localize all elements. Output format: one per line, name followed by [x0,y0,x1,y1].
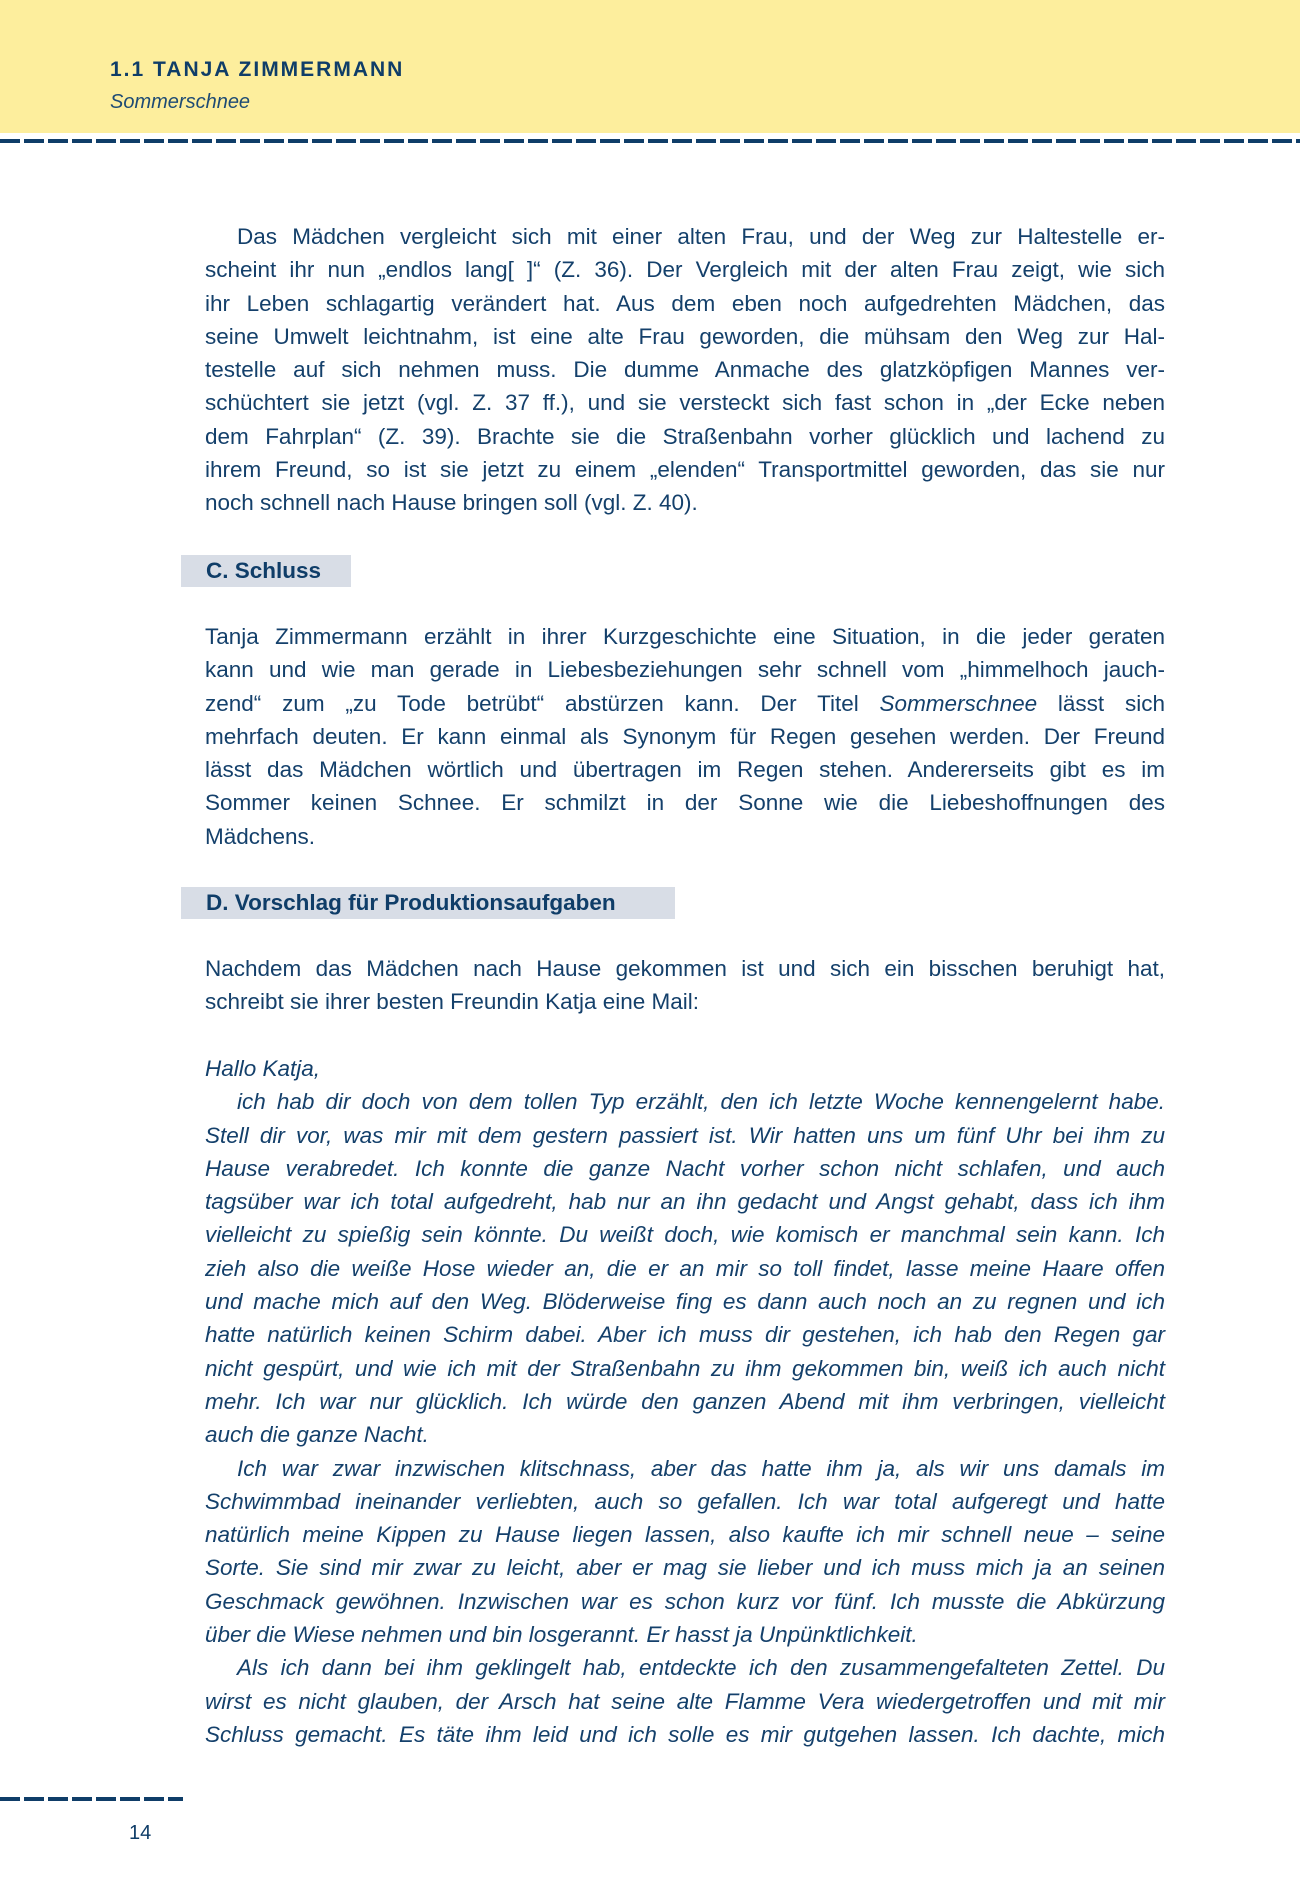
text-line: Hallo Katja, [205,1056,321,1081]
paragraph-analysis [205,220,1165,520]
text-line: ihr Leben schlagartig verändert hat. Aus dem eben noch aufgedrehten Mädchen, das [205,290,1165,316]
text-line: testelle auf sich nehmen muss. Die dumme Anmache des glatzköpfigen Mannes ver- [205,357,1165,383]
text-line: Sorte. Sie sind mir zwar zu leicht, aber er mag sie lieber und ich muss mich ja an seinen [205,1555,1165,1581]
text-line: Sommer keinen Schnee. Er schmilzt in der Sonne wie die Liebeshoffnungen des [205,790,1165,816]
text-line: Schluss gemacht. Es täte ihm leid und ich solle es mir gutgehen lassen. Ich dachte, mich [205,1721,1165,1747]
text-line: schreibt sie ihrer besten Freundin Katja eine Mail: [205,989,700,1015]
text-segment: lässt sich [1037,690,1165,716]
running-header [0,0,1300,133]
text-line: Ich war zwar inzwischen klitschnass, aber das hatte ihm ja, als wir uns damals im [237,1455,1165,1481]
text-line: nicht gespürt, und wie ich mit der Straßenbahn zu ihm gekommen bin, weiß ich auch nicht [205,1355,1165,1381]
text-line: Mädchens. [205,823,316,849]
text-line: Nachdem das Mädchen nach Hause gekommen ist und sich ein bisschen beruhigt hat, [205,956,1165,981]
text-line: kann und wie man gerade in Liebesbeziehungen sehr schnell vom „himmelhoch jauch- [205,657,1165,683]
text-line: mehr. Ich war nur glücklich. Ich würde den ganzen Abend mit ihm verbringen, vielleicht [205,1388,1165,1414]
footer-dashed-divider [0,1797,183,1801]
page-number: 14 [129,1822,152,1844]
text-line: schüchtert sie jetzt (vgl. Z. 37 ff.), und sie versteckt sich fast schon in „der Ecke neben [205,390,1165,416]
header-dashed-divider [0,139,1300,143]
text-line: über die Wiese nehmen und bin losgerannt. Er hasst ja Unpünktlichkeit. [205,1622,918,1648]
text-line: Geschmack gewöhnen. Inzwischen war es schon kurz vor fünf. Ich musste die Abkürzung [205,1588,1165,1614]
text-line: ich hab dir doch von dem tollen Typ erzählt, den ich letzte Woche kennengelernt habe. [237,1089,1165,1115]
text-line: Tanja Zimmermann erzählt in ihrer Kurzgeschichte eine Situation, in die jeder geraten [205,624,1165,649]
text-line: und mache mich auf den Weg. Blöderweise fing es dann auch noch an zu regnen und ich [205,1289,1165,1315]
text-line: Schwimmbad ineinander verliebten, auch so gefallen. Ich war total aufgeregt und hatte [205,1488,1165,1514]
text-line: lässt das Mädchen wörtlich und übertragen im Regen stehen. Andererseits gibt es im [205,757,1165,783]
text-line: Hause verabredet. Ich konnte die ganze Nacht vorher schon nicht schlafen, und auch [205,1155,1165,1181]
chapter-subtitle: Sommerschnee [110,91,251,113]
paragraph-schluss [205,620,1165,853]
text-segment: zend“ zum „zu Tode betrübt“ abstürzen kann. Der Titel [205,690,880,716]
letter-text [205,1052,1165,1751]
text-line: ihrem Freund, so ist sie jetzt zu einem „elenden“ Transportmittel geworden, das sie nur [205,457,1165,483]
text-line: Als ich dann bei ihm geklingelt hab, entdeckte ich den zusammengefalteten Zettel. Du [237,1655,1165,1681]
chapter-title: 1.1 TANJA ZIMMERMANN [110,58,405,81]
text-line: zieh also die weiße Hose wieder an, die er an mir so toll findet, lasse meine Haare offen [205,1255,1165,1281]
section-heading-produktionsaufgaben: D. Vorschlag für Produktionsaufgaben [181,887,675,919]
text-line: wirst es nicht glauben, der Arsch hat seine alte Flamme Vera wiedergetroffen und mit mir [205,1688,1165,1714]
text-line: dem Fahrplan“ (Z. 39). Brachte sie die Straßenbahn vorher glücklich und lachend zu [205,423,1165,449]
text-line: hatte natürlich keinen Schirm dabei. Aber ich muss dir gestehen, ich hab den Regen gar [205,1322,1165,1348]
text-line: mehrfach deuten. Er kann einmal als Synonym für Regen gesehen werden. Der Freund [205,723,1165,749]
text-line: tagsüber war ich total aufgedreht, hab nur an ihn gedacht und Angst gehabt, dass ich ihm [205,1189,1165,1215]
text-line: Stell dir vor, was mir mit dem gestern passiert ist. Wir hatten uns um fünf Uhr bei ihm zu [205,1122,1165,1148]
text-line: scheint ihr nun „endlos lang[ ]“ (Z. 36). Der Vergleich mit der alten Frau zeigt, wie sich [205,257,1165,283]
text-line: Das Mädchen vergleicht sich mit einer alten Frau, und der Weg zur Haltestelle er- [237,224,1165,249]
text-line [205,687,1165,720]
text-line: natürlich meine Kippen zu Hause liegen lassen, also kaufte ich mir schnell neue – seine [205,1522,1165,1548]
text-line: noch schnell nach Hause bringen soll (vgl. Z. 40). [205,490,698,516]
paragraph-task-intro [205,952,1165,1019]
italic-title: Sommerschnee [879,690,1038,716]
section-heading-schluss: C. Schluss [181,555,351,587]
text-line: vielleicht zu spießig sein könnte. Du weißt doch, wie komisch er manchmal sein kann. Ich [205,1222,1165,1248]
text-line: auch die ganze Nacht. [205,1422,429,1448]
text-line: seine Umwelt leichtnahm, ist eine alte Frau geworden, die mühsam den Weg zur Hal- [205,323,1165,349]
